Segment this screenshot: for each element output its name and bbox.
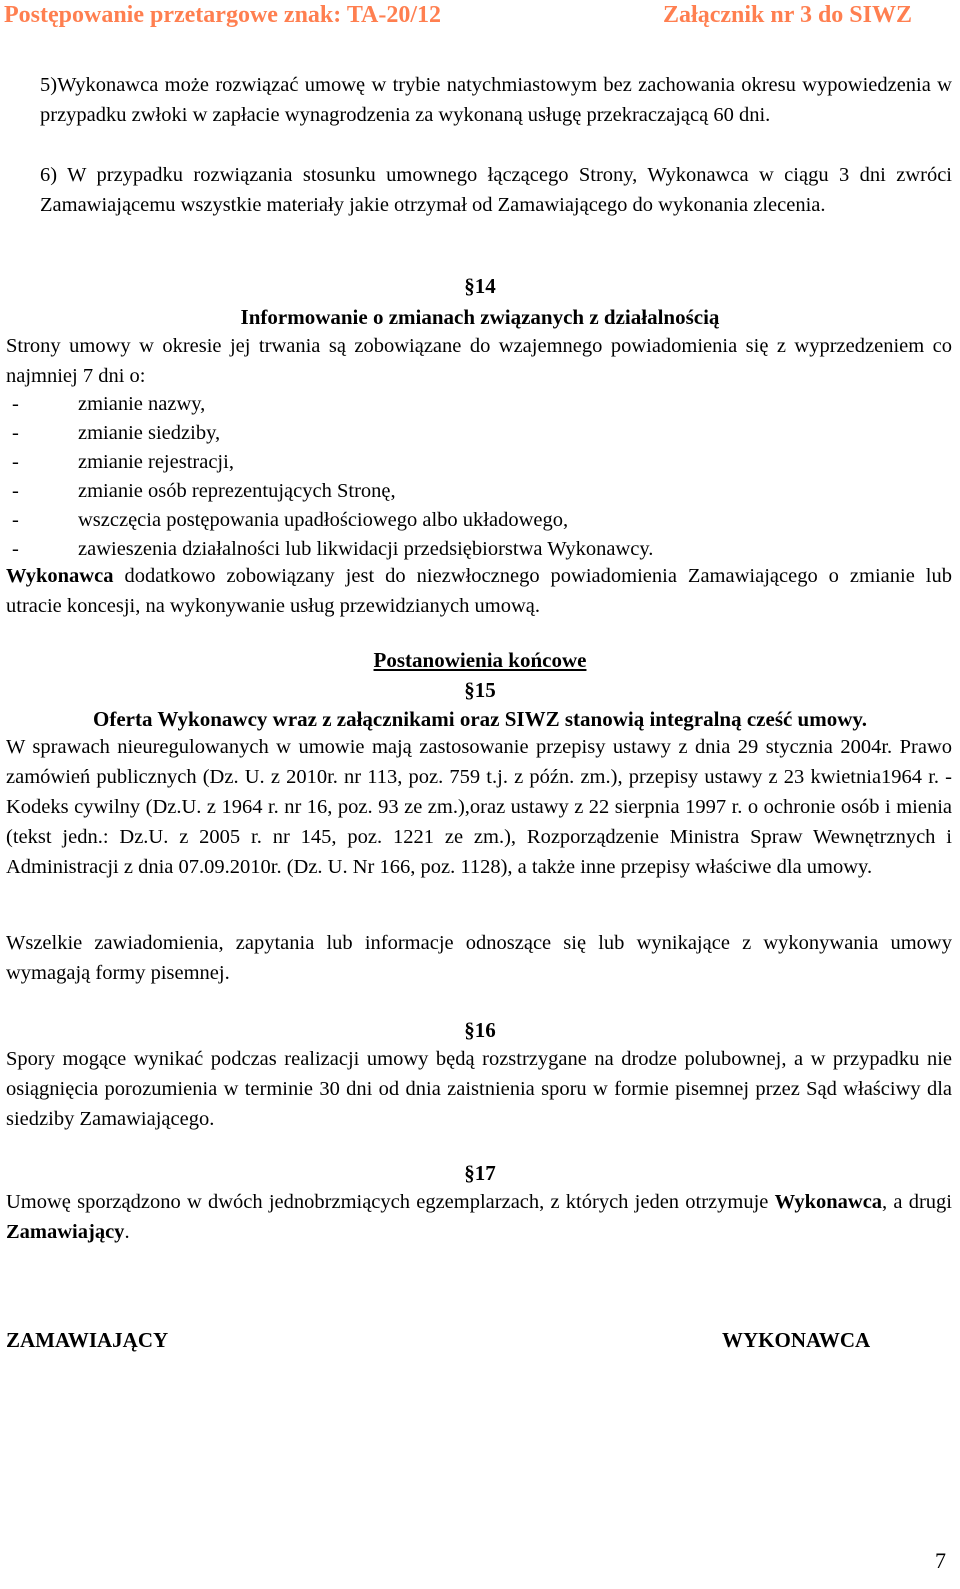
section-17-body: Umowę sporządzono w dwóch jednobrzmiących egzemplarzach, z których jeden otrzymuje Wykonawca, a drugi Zamawiający. [6, 1191, 952, 1243]
page-number: 7 [935, 1548, 946, 1573]
section-15-title: Oferta Wykonawcy wraz z załącznikami oraz SIWZ stanowią integralną cześć umowy. [93, 707, 867, 731]
section-sign: § [464, 1161, 475, 1185]
section-16-body: Spory mogące wynikać podczas realizacji umowy będą rozstrzygane na drodze polubownej, a w przypadku nie osiągnięcia porozumienia w terminie 30 dni od dnia zaistnienia sporu w formie pisemnej przez Sąd właściwy dla siedziby Zamawiającego. [6, 1048, 952, 1130]
section-14-contractor-obligation: Wykonawca dodatkowo zobowiązany jest do niezwłocznego powiadomienia Zamawiającego o zmianie lub utracie koncesji, na wykonywanie usług przewidzianych umową. [6, 565, 952, 617]
list-item: - zmianie nazwy, [12, 393, 206, 415]
section-sign: § [464, 274, 475, 298]
contractor-term: Wykonawca [6, 565, 114, 587]
changes-list [6, 390, 946, 564]
header-tender-reference: Postępowanie przetargowe znak: TA-20/12 [4, 2, 442, 28]
written-form-notice: Wszelkie zawiadomienia, zapytania lub informacje odnoszące się lub wynikające z wykonywania umowy wymagają formy pisemnej. [6, 932, 952, 984]
section-14-body: Strony umowy w okresie jej trwania są zobowiązane do wzajemnego powiadomienia się z wyprzedzeniem co najmniej 7 dni o: [6, 335, 952, 387]
list-item: - wszczęcia postępowania upadłościowego albo układowego, [12, 509, 569, 531]
section-16-number: §16 [464, 1018, 496, 1042]
list-item: - zawieszenia działalności lub likwidacji przedsiębiorstwa Wykonawcy. [12, 538, 654, 560]
section-15-body: W sprawach nieuregulowanych w umowie mają zastosowanie przepisy ustawy z dnia 29 stycznia 2004r. Prawo zamówień publicznych (Dz. U. z 2010r. nr 113, poz. 759 t.j. z późn. zm.), przepisy ustawy z 23 kwietnia1964 r. - Kodeks cywilny (Dz.U. z 1964 r. nr 16, poz. 93 ze zm.),oraz ustawy z 22 sierpnia 1997 r. o ochronie osób i mienia (tekst jedn.: Dz.U. z 2005 r. nr 145, poz. 1221 ze zm.), Rozporządzenie Ministra Spraw Wewnętrznych i Administracji z dnia 07.09.2010r. (Dz. U. Nr 166, poz. 1128), a także inne przepisy właściwe dla umowy. [6, 736, 952, 878]
section-sign: § [464, 1018, 475, 1042]
party-ordering: Zamawiający [6, 1221, 125, 1243]
section-15-number: §15 [464, 678, 496, 702]
signature-contractor: WYKONAWCA [722, 1328, 871, 1352]
paragraph-termination: 5)Wykonawca może rozwiązać umowę w trybie natychmiastowym bez zachowania okresu wypowiedzenia w przypadku zwłoki w zapłacie wynagrodzenia za wykonaną usługę przekraczającą 60 dni. [40, 74, 952, 126]
list-item: - zmianie rejestracji, [12, 451, 234, 473]
list-item: - zmianie siedziby, [12, 422, 221, 444]
section-sign: § [464, 678, 475, 702]
header-attachment-label: Załącznik nr 3 do SIWZ [663, 2, 912, 28]
section-17-number: §17 [464, 1161, 496, 1185]
section-14-number: §14 [464, 274, 496, 298]
signature-ordering-party: ZAMAWIAJĄCY [6, 1328, 169, 1352]
section-14-title: Informowanie o zmianach związanych z działalnością [240, 305, 720, 329]
list-item: - zmianie osób reprezentujących Stronę, [12, 480, 396, 502]
final-provisions-heading: Postanowienia końcowe [373, 648, 587, 672]
page-header [0, 0, 960, 32]
paragraph-return-materials: 6) W przypadku rozwiązania stosunku umownego łączącego Strony, Wykonawca w ciągu 3 dni zwróci Zamawiającemu wszystkie materiały jakie otrzymał od Zamawiającego do wykonania zlecenia. [40, 164, 952, 216]
party-contractor: Wykonawca [774, 1191, 883, 1213]
